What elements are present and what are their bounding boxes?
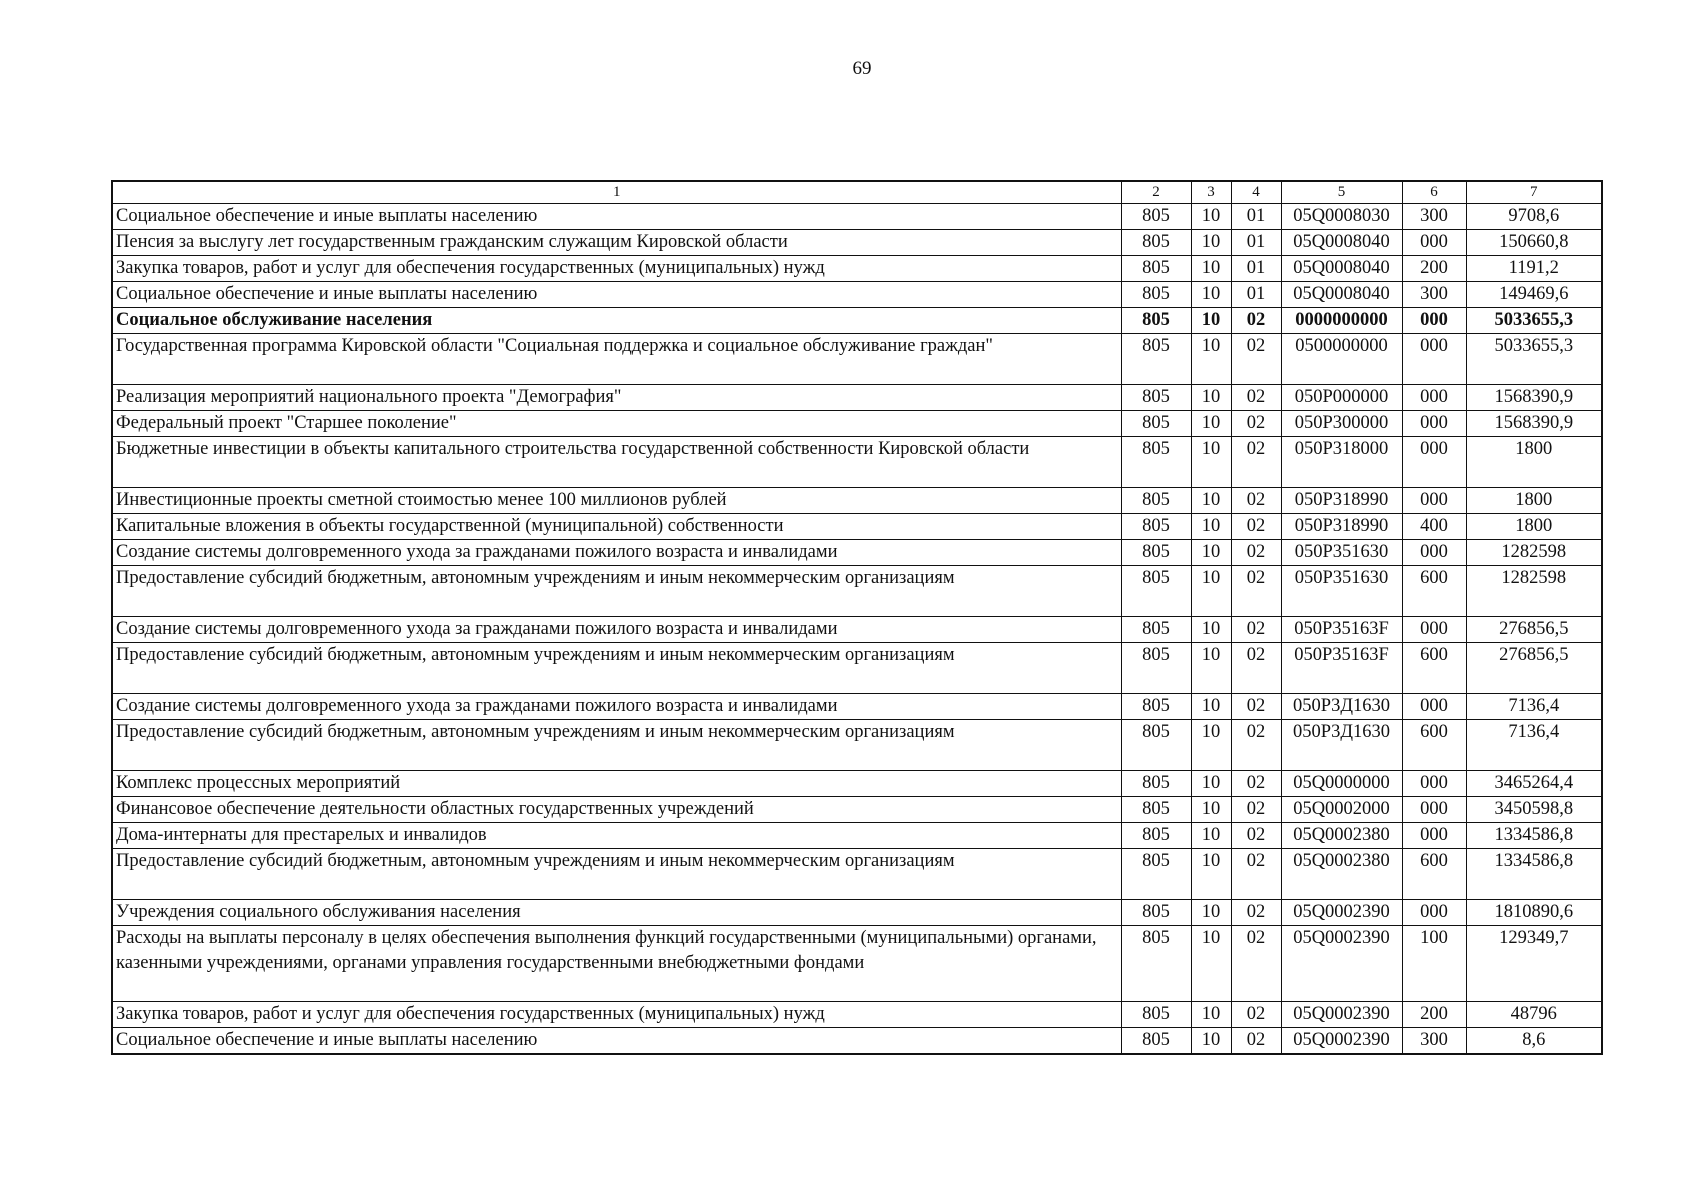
row-col4-cell: 02 xyxy=(1231,823,1281,849)
row-col6-cell: 000 xyxy=(1402,771,1466,797)
row-col4-cell: 02 xyxy=(1231,617,1281,643)
row-col7-cell: 3450598,8 xyxy=(1466,797,1602,823)
row-col3-cell: 10 xyxy=(1191,308,1231,334)
row-col6-cell: 400 xyxy=(1402,514,1466,540)
row-col2-cell: 805 xyxy=(1121,334,1191,385)
table-row xyxy=(112,282,1602,308)
row-name-cell: Реализация мероприятий национального проекта "Демография" xyxy=(112,385,1121,411)
row-col6-cell: 100 xyxy=(1402,926,1466,1002)
table-row xyxy=(112,900,1602,926)
row-col6-cell: 000 xyxy=(1402,334,1466,385)
row-col6-cell: 300 xyxy=(1402,282,1466,308)
table-row xyxy=(112,411,1602,437)
row-name-cell: Комплекс процессных мероприятий xyxy=(112,771,1121,797)
table-row xyxy=(112,540,1602,566)
row-col2-cell: 805 xyxy=(1121,643,1191,694)
row-col4-cell: 02 xyxy=(1231,900,1281,926)
row-col3-cell: 10 xyxy=(1191,1028,1231,1055)
row-col2-cell: 805 xyxy=(1121,720,1191,771)
table-row xyxy=(112,334,1602,385)
header-col-6: 6 xyxy=(1402,181,1466,204)
row-col2-cell: 805 xyxy=(1121,282,1191,308)
row-col6-cell: 000 xyxy=(1402,488,1466,514)
row-col7-cell: 7136,4 xyxy=(1466,694,1602,720)
row-col3-cell: 10 xyxy=(1191,488,1231,514)
table-row xyxy=(112,514,1602,540)
row-col7-cell: 1568390,9 xyxy=(1466,411,1602,437)
row-col7-cell: 1334586,8 xyxy=(1466,823,1602,849)
row-col5-cell: 05Q0002380 xyxy=(1281,823,1402,849)
row-col6-cell: 000 xyxy=(1402,540,1466,566)
row-col5-cell: 0000000000 xyxy=(1281,308,1402,334)
row-col5-cell: 050P3Д1630 xyxy=(1281,720,1402,771)
row-col2-cell: 805 xyxy=(1121,256,1191,282)
table-row xyxy=(112,437,1602,488)
table-row xyxy=(112,1028,1602,1055)
row-col5-cell: 050P35163F xyxy=(1281,617,1402,643)
table-row xyxy=(112,849,1602,900)
row-col6-cell: 000 xyxy=(1402,617,1466,643)
row-col5-cell: 05Q0008040 xyxy=(1281,230,1402,256)
row-col3-cell: 10 xyxy=(1191,230,1231,256)
row-name-cell: Капитальные вложения в объекты государственной (муниципальной) собственности xyxy=(112,514,1121,540)
row-name-cell: Инвестиционные проекты сметной стоимостью менее 100 миллионов рублей xyxy=(112,488,1121,514)
row-name-cell: Предоставление субсидий бюджетным, автономным учреждениям и иным некоммерческим организациям xyxy=(112,720,1121,771)
row-col3-cell: 10 xyxy=(1191,334,1231,385)
header-col-3: 3 xyxy=(1191,181,1231,204)
row-col4-cell: 02 xyxy=(1231,334,1281,385)
row-col5-cell: 05Q0008040 xyxy=(1281,282,1402,308)
row-col6-cell: 200 xyxy=(1402,1002,1466,1028)
row-col2-cell: 805 xyxy=(1121,849,1191,900)
budget-table xyxy=(111,180,1603,1055)
row-col6-cell: 000 xyxy=(1402,437,1466,488)
row-col4-cell: 01 xyxy=(1231,282,1281,308)
row-col5-cell: 050P300000 xyxy=(1281,411,1402,437)
row-col3-cell: 10 xyxy=(1191,926,1231,1002)
row-col4-cell: 02 xyxy=(1231,771,1281,797)
table-row xyxy=(112,230,1602,256)
row-name-cell: Расходы на выплаты персоналу в целях обеспечения выполнения функций государственными (муниципальными) органами, казенными учреждениями, органами управления государственными внебюджетными фондами xyxy=(112,926,1121,1002)
row-col2-cell: 805 xyxy=(1121,926,1191,1002)
row-col2-cell: 805 xyxy=(1121,797,1191,823)
row-col5-cell: 05Q0002000 xyxy=(1281,797,1402,823)
row-col2-cell: 805 xyxy=(1121,823,1191,849)
row-col6-cell: 000 xyxy=(1402,385,1466,411)
row-col7-cell: 150660,8 xyxy=(1466,230,1602,256)
header-col-2: 2 xyxy=(1121,181,1191,204)
row-col4-cell: 01 xyxy=(1231,204,1281,230)
row-col5-cell: 05Q0008040 xyxy=(1281,256,1402,282)
table-row xyxy=(112,385,1602,411)
row-col7-cell: 3465264,4 xyxy=(1466,771,1602,797)
row-col6-cell: 000 xyxy=(1402,230,1466,256)
row-col5-cell: 05Q0002390 xyxy=(1281,926,1402,1002)
row-name-cell: Учреждения социального обслуживания населения xyxy=(112,900,1121,926)
row-col7-cell: 276856,5 xyxy=(1466,617,1602,643)
row-col5-cell: 050P318990 xyxy=(1281,488,1402,514)
row-col2-cell: 805 xyxy=(1121,437,1191,488)
row-name-cell: Социальное обеспечение и иные выплаты населению xyxy=(112,204,1121,230)
row-col6-cell: 000 xyxy=(1402,823,1466,849)
row-col5-cell: 050P35163F xyxy=(1281,643,1402,694)
row-col2-cell: 805 xyxy=(1121,771,1191,797)
row-name-cell: Закупка товаров, работ и услуг для обеспечения государственных (муниципальных) нужд xyxy=(112,256,1121,282)
row-col4-cell: 01 xyxy=(1231,256,1281,282)
row-col5-cell: 050P351630 xyxy=(1281,566,1402,617)
table-row xyxy=(112,926,1602,1002)
row-col5-cell: 050P3Д1630 xyxy=(1281,694,1402,720)
row-col2-cell: 805 xyxy=(1121,411,1191,437)
row-col3-cell: 10 xyxy=(1191,900,1231,926)
row-name-cell: Федеральный проект "Старшее поколение" xyxy=(112,411,1121,437)
row-col6-cell: 000 xyxy=(1402,308,1466,334)
row-col4-cell: 02 xyxy=(1231,566,1281,617)
table-row xyxy=(112,694,1602,720)
row-col7-cell: 8,6 xyxy=(1466,1028,1602,1055)
row-col6-cell: 000 xyxy=(1402,411,1466,437)
row-col7-cell: 5033655,3 xyxy=(1466,334,1602,385)
row-col6-cell: 000 xyxy=(1402,900,1466,926)
table-row xyxy=(112,823,1602,849)
row-col4-cell: 02 xyxy=(1231,514,1281,540)
row-col5-cell: 05Q0002380 xyxy=(1281,849,1402,900)
row-col3-cell: 10 xyxy=(1191,849,1231,900)
row-col2-cell: 805 xyxy=(1121,540,1191,566)
row-col2-cell: 805 xyxy=(1121,900,1191,926)
table-row xyxy=(112,797,1602,823)
row-col6-cell: 600 xyxy=(1402,643,1466,694)
row-col7-cell: 1282598 xyxy=(1466,540,1602,566)
row-col7-cell: 1800 xyxy=(1466,514,1602,540)
row-col2-cell: 805 xyxy=(1121,488,1191,514)
row-col7-cell: 1334586,8 xyxy=(1466,849,1602,900)
row-col7-cell: 9708,6 xyxy=(1466,204,1602,230)
row-col3-cell: 10 xyxy=(1191,617,1231,643)
row-name-cell: Предоставление субсидий бюджетным, автономным учреждениям и иным некоммерческим организациям xyxy=(112,566,1121,617)
row-col6-cell: 000 xyxy=(1402,797,1466,823)
table-row xyxy=(112,308,1602,334)
row-col7-cell: 1191,2 xyxy=(1466,256,1602,282)
row-col4-cell: 02 xyxy=(1231,720,1281,771)
row-col5-cell: 05Q0002390 xyxy=(1281,900,1402,926)
table-row xyxy=(112,488,1602,514)
row-col3-cell: 10 xyxy=(1191,540,1231,566)
row-col6-cell: 300 xyxy=(1402,1028,1466,1055)
row-col3-cell: 10 xyxy=(1191,411,1231,437)
row-name-cell: Предоставление субсидий бюджетным, автономным учреждениям и иным некоммерческим организациям xyxy=(112,849,1121,900)
row-col5-cell: 050P351630 xyxy=(1281,540,1402,566)
row-col3-cell: 10 xyxy=(1191,797,1231,823)
header-row xyxy=(112,181,1602,204)
row-col7-cell: 1810890,6 xyxy=(1466,900,1602,926)
row-col4-cell: 02 xyxy=(1231,849,1281,900)
row-name-cell: Предоставление субсидий бюджетным, автономным учреждениям и иным некоммерческим организациям xyxy=(112,643,1121,694)
row-name-cell: Бюджетные инвестиции в объекты капитального строительства государственной собственности Кировской области xyxy=(112,437,1121,488)
row-col5-cell: 0500000000 xyxy=(1281,334,1402,385)
row-col5-cell: 05Q0000000 xyxy=(1281,771,1402,797)
row-col7-cell: 1568390,9 xyxy=(1466,385,1602,411)
row-name-cell: Социальное обслуживание населения xyxy=(112,308,1121,334)
row-name-cell: Создание системы долговременного ухода за гражданами пожилого возраста и инвалидами xyxy=(112,540,1121,566)
row-col4-cell: 02 xyxy=(1231,797,1281,823)
row-col2-cell: 805 xyxy=(1121,385,1191,411)
table-row xyxy=(112,256,1602,282)
row-col5-cell: 05Q0002390 xyxy=(1281,1028,1402,1055)
row-col3-cell: 10 xyxy=(1191,694,1231,720)
row-col3-cell: 10 xyxy=(1191,720,1231,771)
row-name-cell: Закупка товаров, работ и услуг для обеспечения государственных (муниципальных) нужд xyxy=(112,1002,1121,1028)
row-col2-cell: 805 xyxy=(1121,514,1191,540)
row-col4-cell: 02 xyxy=(1231,1002,1281,1028)
row-col3-cell: 10 xyxy=(1191,256,1231,282)
row-col6-cell: 200 xyxy=(1402,256,1466,282)
row-col2-cell: 805 xyxy=(1121,1028,1191,1055)
row-col4-cell: 02 xyxy=(1231,694,1281,720)
row-col5-cell: 050P318000 xyxy=(1281,437,1402,488)
row-col2-cell: 805 xyxy=(1121,566,1191,617)
row-col3-cell: 10 xyxy=(1191,643,1231,694)
row-col3-cell: 10 xyxy=(1191,771,1231,797)
row-col4-cell: 01 xyxy=(1231,230,1281,256)
row-col4-cell: 02 xyxy=(1231,411,1281,437)
row-col4-cell: 02 xyxy=(1231,1028,1281,1055)
row-col4-cell: 02 xyxy=(1231,643,1281,694)
row-col7-cell: 149469,6 xyxy=(1466,282,1602,308)
table-row xyxy=(112,1002,1602,1028)
row-col6-cell: 000 xyxy=(1402,694,1466,720)
row-col4-cell: 02 xyxy=(1231,540,1281,566)
row-name-cell: Дома-интернаты для престарелых и инвалидов xyxy=(112,823,1121,849)
row-col3-cell: 10 xyxy=(1191,282,1231,308)
row-col7-cell: 1800 xyxy=(1466,437,1602,488)
row-name-cell: Социальное обеспечение и иные выплаты населению xyxy=(112,282,1121,308)
row-col4-cell: 02 xyxy=(1231,926,1281,1002)
row-col3-cell: 10 xyxy=(1191,204,1231,230)
row-col6-cell: 600 xyxy=(1402,849,1466,900)
row-col2-cell: 805 xyxy=(1121,694,1191,720)
row-col6-cell: 600 xyxy=(1402,720,1466,771)
row-col5-cell: 050P000000 xyxy=(1281,385,1402,411)
row-col3-cell: 10 xyxy=(1191,385,1231,411)
row-col4-cell: 02 xyxy=(1231,437,1281,488)
row-col7-cell: 129349,7 xyxy=(1466,926,1602,1002)
row-col3-cell: 10 xyxy=(1191,566,1231,617)
row-name-cell: Государственная программа Кировской области "Социальная поддержка и социальное обслуживание граждан" xyxy=(112,334,1121,385)
row-col7-cell: 5033655,3 xyxy=(1466,308,1602,334)
row-name-cell: Социальное обеспечение и иные выплаты населению xyxy=(112,1028,1121,1055)
header-col-5: 5 xyxy=(1281,181,1402,204)
row-name-cell: Финансовое обеспечение деятельности областных государственных учреждений xyxy=(112,797,1121,823)
row-col3-cell: 10 xyxy=(1191,437,1231,488)
table-row xyxy=(112,771,1602,797)
table-row xyxy=(112,643,1602,694)
row-col4-cell: 02 xyxy=(1231,488,1281,514)
row-col7-cell: 7136,4 xyxy=(1466,720,1602,771)
header-col-4: 4 xyxy=(1231,181,1281,204)
row-col5-cell: 05Q0002390 xyxy=(1281,1002,1402,1028)
row-col2-cell: 805 xyxy=(1121,1002,1191,1028)
row-col6-cell: 300 xyxy=(1402,204,1466,230)
row-col4-cell: 02 xyxy=(1231,308,1281,334)
row-col2-cell: 805 xyxy=(1121,204,1191,230)
row-col7-cell: 48796 xyxy=(1466,1002,1602,1028)
row-col2-cell: 805 xyxy=(1121,617,1191,643)
table-row xyxy=(112,566,1602,617)
row-col5-cell: 050P318990 xyxy=(1281,514,1402,540)
header-col-1: 1 xyxy=(112,181,1121,204)
row-col2-cell: 805 xyxy=(1121,230,1191,256)
row-col7-cell: 1800 xyxy=(1466,488,1602,514)
row-col7-cell: 1282598 xyxy=(1466,566,1602,617)
row-col5-cell: 05Q0008030 xyxy=(1281,204,1402,230)
table-body xyxy=(112,204,1602,1055)
table-row xyxy=(112,617,1602,643)
row-col7-cell: 276856,5 xyxy=(1466,643,1602,694)
row-col3-cell: 10 xyxy=(1191,823,1231,849)
header-col-7: 7 xyxy=(1466,181,1602,204)
row-col3-cell: 10 xyxy=(1191,514,1231,540)
row-col3-cell: 10 xyxy=(1191,1002,1231,1028)
row-name-cell: Пенсия за выслугу лет государственным гражданским служащим Кировской области xyxy=(112,230,1121,256)
row-col4-cell: 02 xyxy=(1231,385,1281,411)
page-number: 69 xyxy=(852,58,872,79)
row-col2-cell: 805 xyxy=(1121,308,1191,334)
row-name-cell: Создание системы долговременного ухода за гражданами пожилого возраста и инвалидами xyxy=(112,617,1121,643)
table-row xyxy=(112,204,1602,230)
row-name-cell: Создание системы долговременного ухода за гражданами пожилого возраста и инвалидами xyxy=(112,694,1121,720)
table-row xyxy=(112,720,1602,771)
row-col6-cell: 600 xyxy=(1402,566,1466,617)
